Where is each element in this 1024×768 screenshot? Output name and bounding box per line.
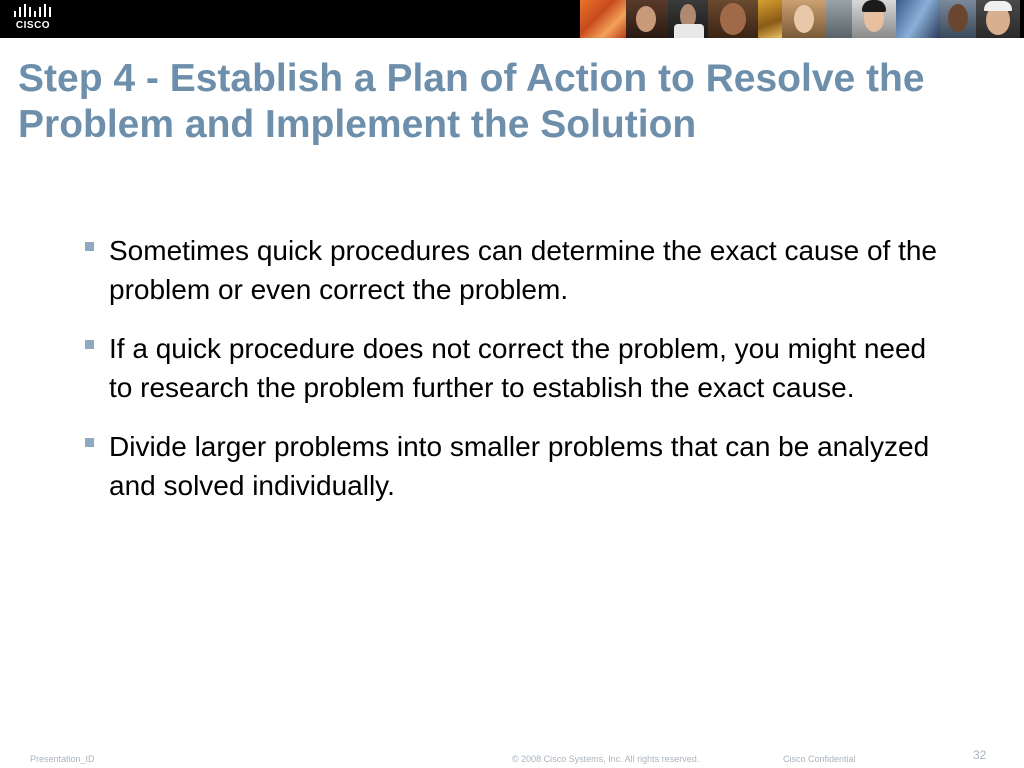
square-bullet-icon <box>85 242 94 251</box>
bullet-text: Sometimes quick procedures can determine the exact cause of the problem or even correct the problem. <box>109 235 937 305</box>
photo-person-5 <box>852 0 896 38</box>
square-bullet-icon <box>85 340 94 349</box>
photo-person-6 <box>940 0 976 38</box>
bullet-text: If a quick procedure does not correct the problem, you might need to research the problem further to establish the exact cause. <box>109 333 927 403</box>
photo-person-3 <box>708 0 758 38</box>
bullet-list <box>84 231 944 525</box>
header-photo-strip <box>580 0 1024 38</box>
photo-abstract-blue <box>896 0 940 38</box>
bullet-item <box>84 231 944 309</box>
cisco-logo <box>10 3 62 35</box>
cisco-wordmark: CISCO <box>15 20 51 31</box>
slide-title: Step 4 - Establish a Plan of Action to Resolve the Problem and Implement the Solution <box>18 57 925 146</box>
page-number: 32 <box>973 748 987 762</box>
cisco-bridge-icon <box>10 3 56 19</box>
photo-abstract-orange <box>580 0 626 38</box>
photo-abstract-gray <box>826 0 852 38</box>
photo-person-4 <box>782 0 826 38</box>
square-bullet-icon <box>85 438 94 447</box>
footer-confidential: Cisco Confidential <box>783 754 856 764</box>
bullet-text: Divide larger problems into smaller problems that can be analyzed and solved individually. <box>109 431 930 501</box>
photo-person-7 <box>976 0 1020 38</box>
footer-presentation-id: Presentation_ID <box>30 754 95 764</box>
bullet-item <box>84 427 944 505</box>
header-bar <box>0 0 1024 38</box>
photo-person-2 <box>668 0 708 38</box>
photo-abstract-gold <box>758 0 782 38</box>
bullet-item <box>84 329 944 407</box>
photo-person-1 <box>626 0 668 38</box>
footer-copyright: © 2008 Cisco Systems, Inc. All rights reserved. <box>512 754 700 764</box>
